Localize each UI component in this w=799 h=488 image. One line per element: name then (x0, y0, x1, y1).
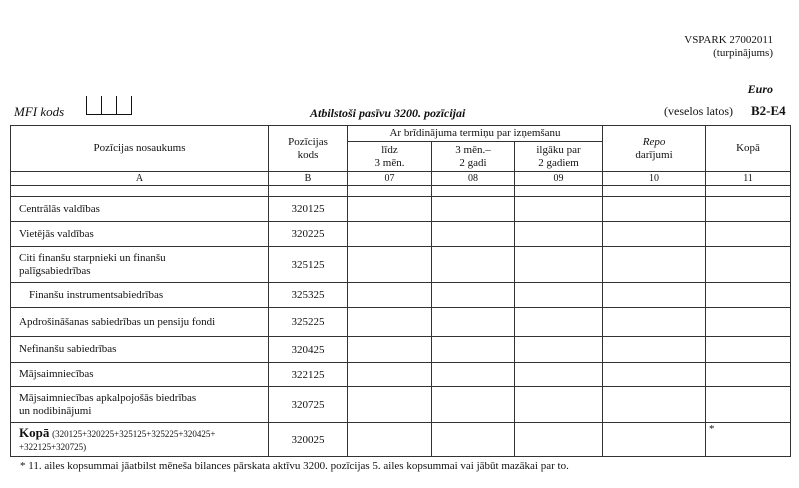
col-letter: A (11, 172, 269, 186)
cell-over-2y[interactable] (515, 247, 603, 283)
table-title: Atbilstoši pasīvu 3200. pozīcijai (310, 106, 466, 120)
cell-repo[interactable] (603, 363, 706, 387)
cell-over-2y[interactable] (515, 363, 603, 387)
cell-total[interactable] (706, 222, 791, 247)
cell-3m-2y[interactable] (432, 423, 515, 457)
footnote: * 11. ailes kopsummai jāatbilst mēneša bilances pārskata aktīvu 3200. pozīcijas 5. ailes kopsummai vai jābūt mazākai par to. (20, 460, 569, 472)
total-formula: (320125+320225+325125+325225+320425+ (52, 428, 216, 439)
mfi-code-box[interactable] (86, 96, 101, 115)
col-header-over-2y: ilgāku par 2 gadiem (515, 142, 603, 172)
form-code-id: VSPARK 27002011 (684, 34, 773, 46)
col-letter: B (269, 172, 348, 186)
row-code: 325325 (269, 283, 348, 308)
row-code: 320425 (269, 337, 348, 363)
col-letter: 07 (348, 172, 432, 186)
col-letter: 11 (706, 172, 791, 186)
currency-label: Euro (747, 82, 773, 96)
total-row (11, 423, 791, 457)
cell-3m-2y[interactable] (432, 222, 515, 247)
cell-total[interactable] (706, 247, 791, 283)
cell-3m-2y[interactable] (432, 308, 515, 337)
cell-over-2y[interactable] (515, 222, 603, 247)
cell-repo[interactable] (603, 247, 706, 283)
row-name: Apdrošināšanas sabiedrības un pensiju fondi (11, 308, 269, 337)
col-letter: 10 (603, 172, 706, 186)
cell-over-2y[interactable] (515, 197, 603, 222)
cell-over-2y[interactable] (515, 337, 603, 363)
cell-total[interactable] (706, 283, 791, 308)
table-row (11, 247, 791, 283)
cell-3m-2y[interactable] (432, 283, 515, 308)
cell-over-2y[interactable] (515, 283, 603, 308)
col-header-name: Pozīcijas nosaukums (11, 126, 269, 172)
form-continuation: (turpinājums) (713, 47, 773, 59)
table-row (11, 283, 791, 308)
row-code: 320125 (269, 197, 348, 222)
row-code: 320225 (269, 222, 348, 247)
form-code (684, 34, 773, 60)
table-row (11, 222, 791, 247)
cell-total[interactable] (706, 308, 791, 337)
cell-total[interactable] (706, 197, 791, 222)
cell-3m-2y[interactable] (432, 197, 515, 222)
cell-up-to-3m[interactable] (348, 337, 432, 363)
cell-repo[interactable] (603, 222, 706, 247)
column-letters-row (11, 172, 791, 186)
cell-up-to-3m[interactable] (348, 308, 432, 337)
col-letter: 09 (515, 172, 603, 186)
cell-up-to-3m[interactable] (348, 197, 432, 222)
col-header-up-to-3m: līdz 3 mēn. (348, 142, 432, 172)
cell-repo[interactable] (603, 283, 706, 308)
row-name: Mājsaimniecības (11, 363, 269, 387)
table-row (11, 363, 791, 387)
row-name: Finanšu instrumentsabiedrības (11, 283, 269, 308)
cell-repo[interactable] (603, 337, 706, 363)
cell-up-to-3m[interactable] (348, 283, 432, 308)
total-row-code: 320025 (269, 423, 348, 457)
col-letter: 08 (432, 172, 515, 186)
cell-3m-2y[interactable] (432, 363, 515, 387)
cell-3m-2y[interactable] (432, 387, 515, 423)
table-row (11, 308, 791, 337)
report-table (10, 125, 791, 457)
total-label: Kopā (19, 424, 50, 440)
row-code: 325225 (269, 308, 348, 337)
mfi-code-box[interactable] (116, 96, 132, 115)
row-name: Centrālās valdības (11, 197, 269, 222)
row-code: 320725 (269, 387, 348, 423)
row-name: Nefinanšu sabiedrības (11, 337, 269, 363)
spacer-row (11, 186, 791, 197)
table-code: B2-E4 (751, 103, 786, 118)
cell-over-2y[interactable] (515, 387, 603, 423)
total-row-name (11, 423, 269, 457)
col-header-total: Kopā (706, 126, 791, 172)
cell-total[interactable] (706, 337, 791, 363)
table-row (11, 387, 791, 423)
cell-repo[interactable] (603, 308, 706, 337)
col-header-3m-2y: 3 mēn.– 2 gadi (432, 142, 515, 172)
cell-up-to-3m[interactable] (348, 222, 432, 247)
table-row (11, 337, 791, 363)
cell-3m-2y[interactable] (432, 247, 515, 283)
cell-repo[interactable] (603, 423, 706, 457)
cell-total[interactable] (706, 387, 791, 423)
col-header-code: Pozīcijas kods (269, 126, 348, 172)
cell-up-to-3m[interactable] (348, 247, 432, 283)
cell-up-to-3m[interactable] (348, 387, 432, 423)
cell-repo[interactable] (603, 197, 706, 222)
mfi-code-label: MFI kods (14, 104, 65, 119)
mfi-code-input[interactable] (86, 96, 132, 115)
cell-up-to-3m[interactable] (348, 363, 432, 387)
cell-3m-2y[interactable] (432, 337, 515, 363)
cell-over-2y[interactable] (515, 308, 603, 337)
cell-repo[interactable] (603, 387, 706, 423)
total-formula-cont: +322125+320725) (19, 441, 87, 452)
cell-up-to-3m[interactable] (348, 423, 432, 457)
row-name: Vietējās valdības (11, 222, 269, 247)
cell-over-2y[interactable] (515, 423, 603, 457)
row-code: 322125 (269, 363, 348, 387)
col-header-maturity: Ar brīdinājuma termiņu par izņemšanu (348, 126, 603, 142)
row-name: Mājsaimniecības apkalpojošās biedrības un nodibinājumi (11, 387, 269, 423)
cell-total[interactable] (706, 363, 791, 387)
row-name: Citi finanšu starpnieki un finanšu palīgsabiedrības (11, 247, 269, 283)
table-row (11, 197, 791, 222)
row-code: 325125 (269, 247, 348, 283)
cell-total-footnote-mark[interactable]: * (706, 423, 791, 457)
col-header-repo: Repo darījumi (603, 126, 706, 172)
mfi-code-box[interactable] (101, 96, 116, 115)
units-label: (veselos latos) (664, 104, 733, 118)
